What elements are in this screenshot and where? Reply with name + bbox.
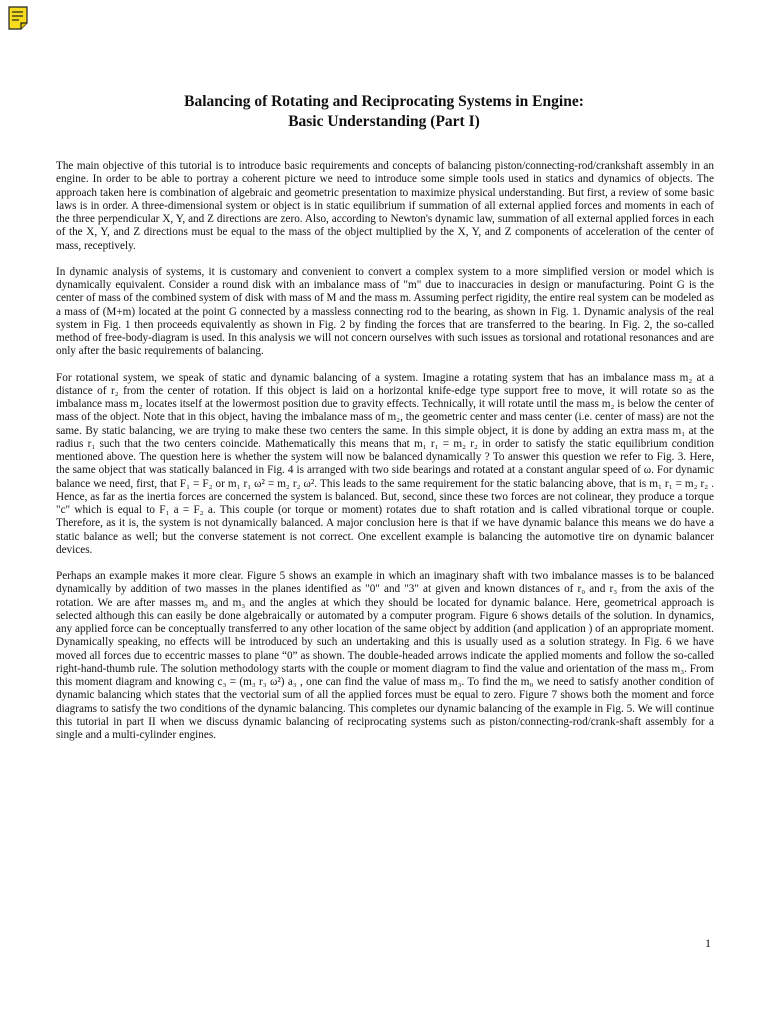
title-line-2: Basic Understanding (Part I) — [288, 113, 480, 130]
paragraph-rotational-balancing: For rotational system, we speak of static and dynamic balancing of a system. Imagine a rotating system that has an imbalance mass m₂ at a distance of r₂ from the center of rotation. If this object is laid on a horizontal knife-edge type support free to move, it will rotate so as the imbalance mass m₂ locates itself at the lowermost position due to gravity effects. Technically, it will rotate until the mass m₂ is below the center of mass of the object. Note that in this object, having the imbalance mass of m₂, the geometric center and mass center (i.e. center of mass) are not the same. By static balancing, we are trying to make these two centers the same. In this simple object, it is done by adding an extra mass m₁ at the radius r₁ such that the two centers coincide. Mathematically this means that m₁ r₁ = m₂ r₂ in order to satisfy the static equilibrium condition mentioned above. The question here is whether the system will now be balanced dynamically ? To answer this question we refer to Fig. 3. Here, the same object that was statically balanced in Fig. 4 is arranged with two side bearings and rotated at a constant angular speed of ω. For dynamic balance we need, first, that F₁ = F₂ or m₁ r₁ ω² = m₂ r₂ ω². This leads to the same requirement for the static balancing above, that is m₁ r₁ = m₂ r₂ . Hence, as far as the inertia forces are concerned the system is balanced. But, second, since these two forces are not colinear, they produce a torque "c" which is equal to F₁ a = F₂ a. This couple (or torque or moment) rotates due to shaft rotation and is called vibrational torque or couple. Therefore, as it is, the system is not dynamically balanced. A major conclusion here is that if we have dynamic balance this means we do have a static balance as well; but the converse statement is not correct. One excellent example is balancing the automotive tire on dynamic balancer devices. — [56, 371, 714, 556]
note-icon[interactable] — [8, 6, 28, 30]
document-title — [0, 92, 768, 132]
paragraph-example: Perhaps an example makes it more clear. Figure 5 shows an example in which an imaginary shaft with two imbalance masses is to be balanced dynamically by addition of two masses in the planes identified as "0" and "3" at given and known distances of r₀ and r₃ from the axis of the rotation. We are after masses m₀ and m₃ and the angles at which they should be located for dynamic balance. Here, geometrical approach is selected although this can easily be done algebraically or automated by a computer program. Figure 6 shows details of the solution. In dynamics, any applied force can be conceptually transferred to any other location of the same object by addition (and application ) of an appropriate moment. Dynamically speaking, no effects will be introduced by such an undertaking and this is usually used as a solution strategy. In Fig. 6 we have moved all forces due to eccentric masses to plane “0” as shown. The double-headed arrows indicate the applied moments and follow the so-called right-hand-thumb rule. The solution methodology starts with the couple or moment diagram to find the value and orientation of the mass m₃. From this moment diagram and knowing c₃ = (m₃ r₃ ω²) a₃ , one can find the value of mass m₃. To find the m₀ we need to satisfy another condition of dynamic balancing which states that the vectorial sum of all the applied forces must be equal to zero. Figure 7 shows both the moment and force diagrams to satisfy the two conditions of the dynamic balancing. This completes our dynamic balancing of the example in Fig. 5. We will continue this tutorial in part II when we discuss dynamic balancing of reciprocating systems such as piston/connecting-rod/crank-shaft assembly for a single and a multi-cylinder engines. — [56, 570, 714, 741]
paragraph-intro: The main objective of this tutorial is to introduce basic requirements and concepts of balancing piston/connecting-rod/crankshaft assembly in an engine. In order to be able to portray a coherent picture we need to introduce some simple tools used in statics and dynamics of objects. The approach taken here is combination of algebraic and geometric presentation to maximize physical understanding. But first, a review of some basic laws is in order. A three-dimensional system or object is in static equilibrium if summation of all external applied forces and moments in each of the three perpendicular X, Y, and Z directions are zero. Also, according to Newton's dynamic law, summation of all external applied forces in each of the X, Y, and Z directions must be equal to the mass of the object multiplied by the X, Y, and Z components of acceleration of the center of mass, receptively. — [56, 160, 714, 252]
title-line-1: Balancing of Rotating and Reciprocating Systems in Engine: — [184, 93, 584, 110]
paragraph-dynamic-analysis: In dynamic analysis of systems, it is customary and convenient to convert a complex system to a more simplified version or model which is dynamically equivalent. Consider a round disk with an imbalance mass of "m" due to inaccuracies in design or manufacturing. Point G is the center of mass of the combined system of disk with mass of M and the mass m. Assuming perfect rigidity, the entire real system can be modeled as a mass of (M+m) located at the point G connected by a massless connecting rod to the bearing, as shown in Fig. 1. Dynamic analysis of the real system in Fig. 1 then proceeds equivalently as shown in Fig. 2 by finding the forces that are transferred to the bearing. In Fig. 2, the so-called method of free-body-diagram is used. In this analysis we will not concern ourselves with such issues as torsional and rotational resonances and are only after the basic requirements of balancing. — [56, 265, 714, 358]
document-body — [56, 160, 714, 755]
page-number: 1 — [705, 936, 711, 950]
